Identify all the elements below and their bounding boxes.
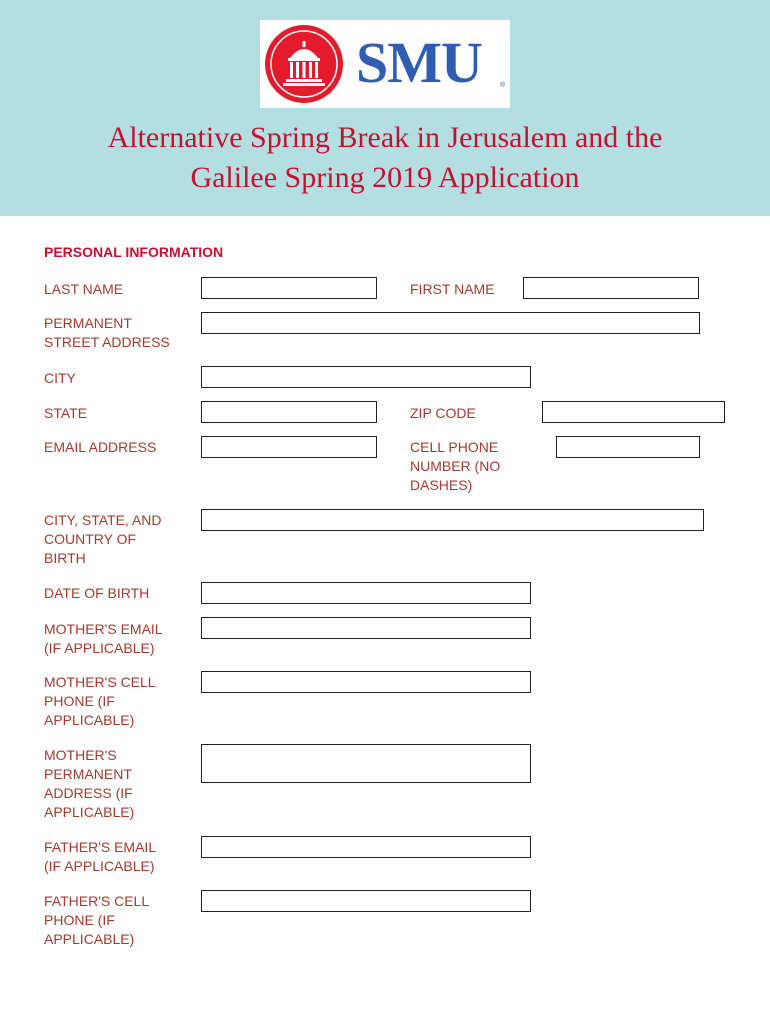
section-title: PERSONAL INFORMATION	[44, 244, 224, 260]
label-line: MOTHER'S CELL	[44, 674, 156, 690]
first-name-input[interactable]	[523, 277, 699, 299]
label-line: CELL PHONE	[410, 439, 499, 455]
mother-cell-label	[44, 673, 156, 730]
smu-logo	[260, 20, 510, 108]
father-cell-label	[44, 892, 149, 949]
birthplace-input[interactable]	[201, 509, 704, 531]
state-label: STATE	[44, 405, 88, 421]
label-line: (IF APPLICABLE)	[44, 640, 155, 656]
email-address-label: EMAIL ADDRESS	[44, 439, 157, 455]
mother-address-label	[44, 746, 134, 822]
date-of-birth-label: DATE OF BIRTH	[44, 585, 150, 601]
label-line: BIRTH	[44, 550, 86, 566]
label-line: APPLICABLE)	[44, 712, 135, 728]
last-name-label: LAST NAME	[44, 281, 124, 297]
label-line: PHONE (IF	[44, 693, 115, 709]
label-line: MOTHER'S EMAIL	[44, 621, 163, 637]
mother-address-input[interactable]	[201, 744, 531, 783]
label-line: COUNTRY OF	[44, 531, 137, 547]
label-line: MOTHER'S	[44, 747, 117, 763]
label-line: APPLICABLE)	[44, 931, 135, 947]
title-line-1: Alternative Spring Break in Jerusalem and the	[107, 121, 663, 154]
cell-phone-label	[410, 438, 500, 495]
zip-code-label: ZIP CODE	[410, 405, 476, 421]
city-input[interactable]	[201, 366, 531, 388]
label-line: ADDRESS (IF	[44, 785, 133, 801]
label-line: FATHER'S CELL	[44, 893, 150, 909]
first-name-label: FIRST NAME	[410, 281, 495, 297]
label-line: NUMBER (NO	[410, 458, 501, 474]
label-line: APPLICABLE)	[44, 804, 135, 820]
birthplace-label	[44, 511, 161, 568]
street-address-label	[44, 314, 170, 352]
label-line: FATHER'S EMAIL	[44, 839, 157, 855]
father-cell-input[interactable]	[201, 890, 531, 912]
title-line-2: Galilee Spring 2019 Application	[190, 161, 580, 194]
date-of-birth-input[interactable]	[201, 582, 531, 604]
father-email-label	[44, 838, 156, 876]
label-line: PERMANENT	[44, 315, 132, 331]
state-input[interactable]	[201, 401, 377, 423]
mother-email-label	[44, 620, 163, 658]
registered-mark: ®	[500, 82, 506, 89]
label-line: (IF APPLICABLE)	[44, 858, 155, 874]
email-address-input[interactable]	[201, 436, 377, 458]
logo-text: SMU	[356, 30, 482, 95]
page-header	[0, 0, 770, 216]
father-email-input[interactable]	[201, 836, 531, 858]
label-line: CITY, STATE, AND	[44, 512, 162, 528]
street-address-input[interactable]	[201, 312, 700, 334]
page-title	[40, 118, 730, 198]
seal-icon	[264, 24, 344, 104]
last-name-input[interactable]	[201, 277, 377, 299]
label-line: PERMANENT	[44, 766, 132, 782]
city-label: CITY	[44, 370, 76, 386]
zip-code-input[interactable]	[542, 401, 725, 423]
mother-cell-input[interactable]	[201, 671, 531, 693]
label-line: STREET ADDRESS	[44, 334, 170, 350]
cell-phone-input[interactable]	[556, 436, 700, 458]
label-line: PHONE (IF	[44, 912, 115, 928]
label-line: DASHES)	[410, 477, 473, 493]
mother-email-input[interactable]	[201, 617, 531, 639]
